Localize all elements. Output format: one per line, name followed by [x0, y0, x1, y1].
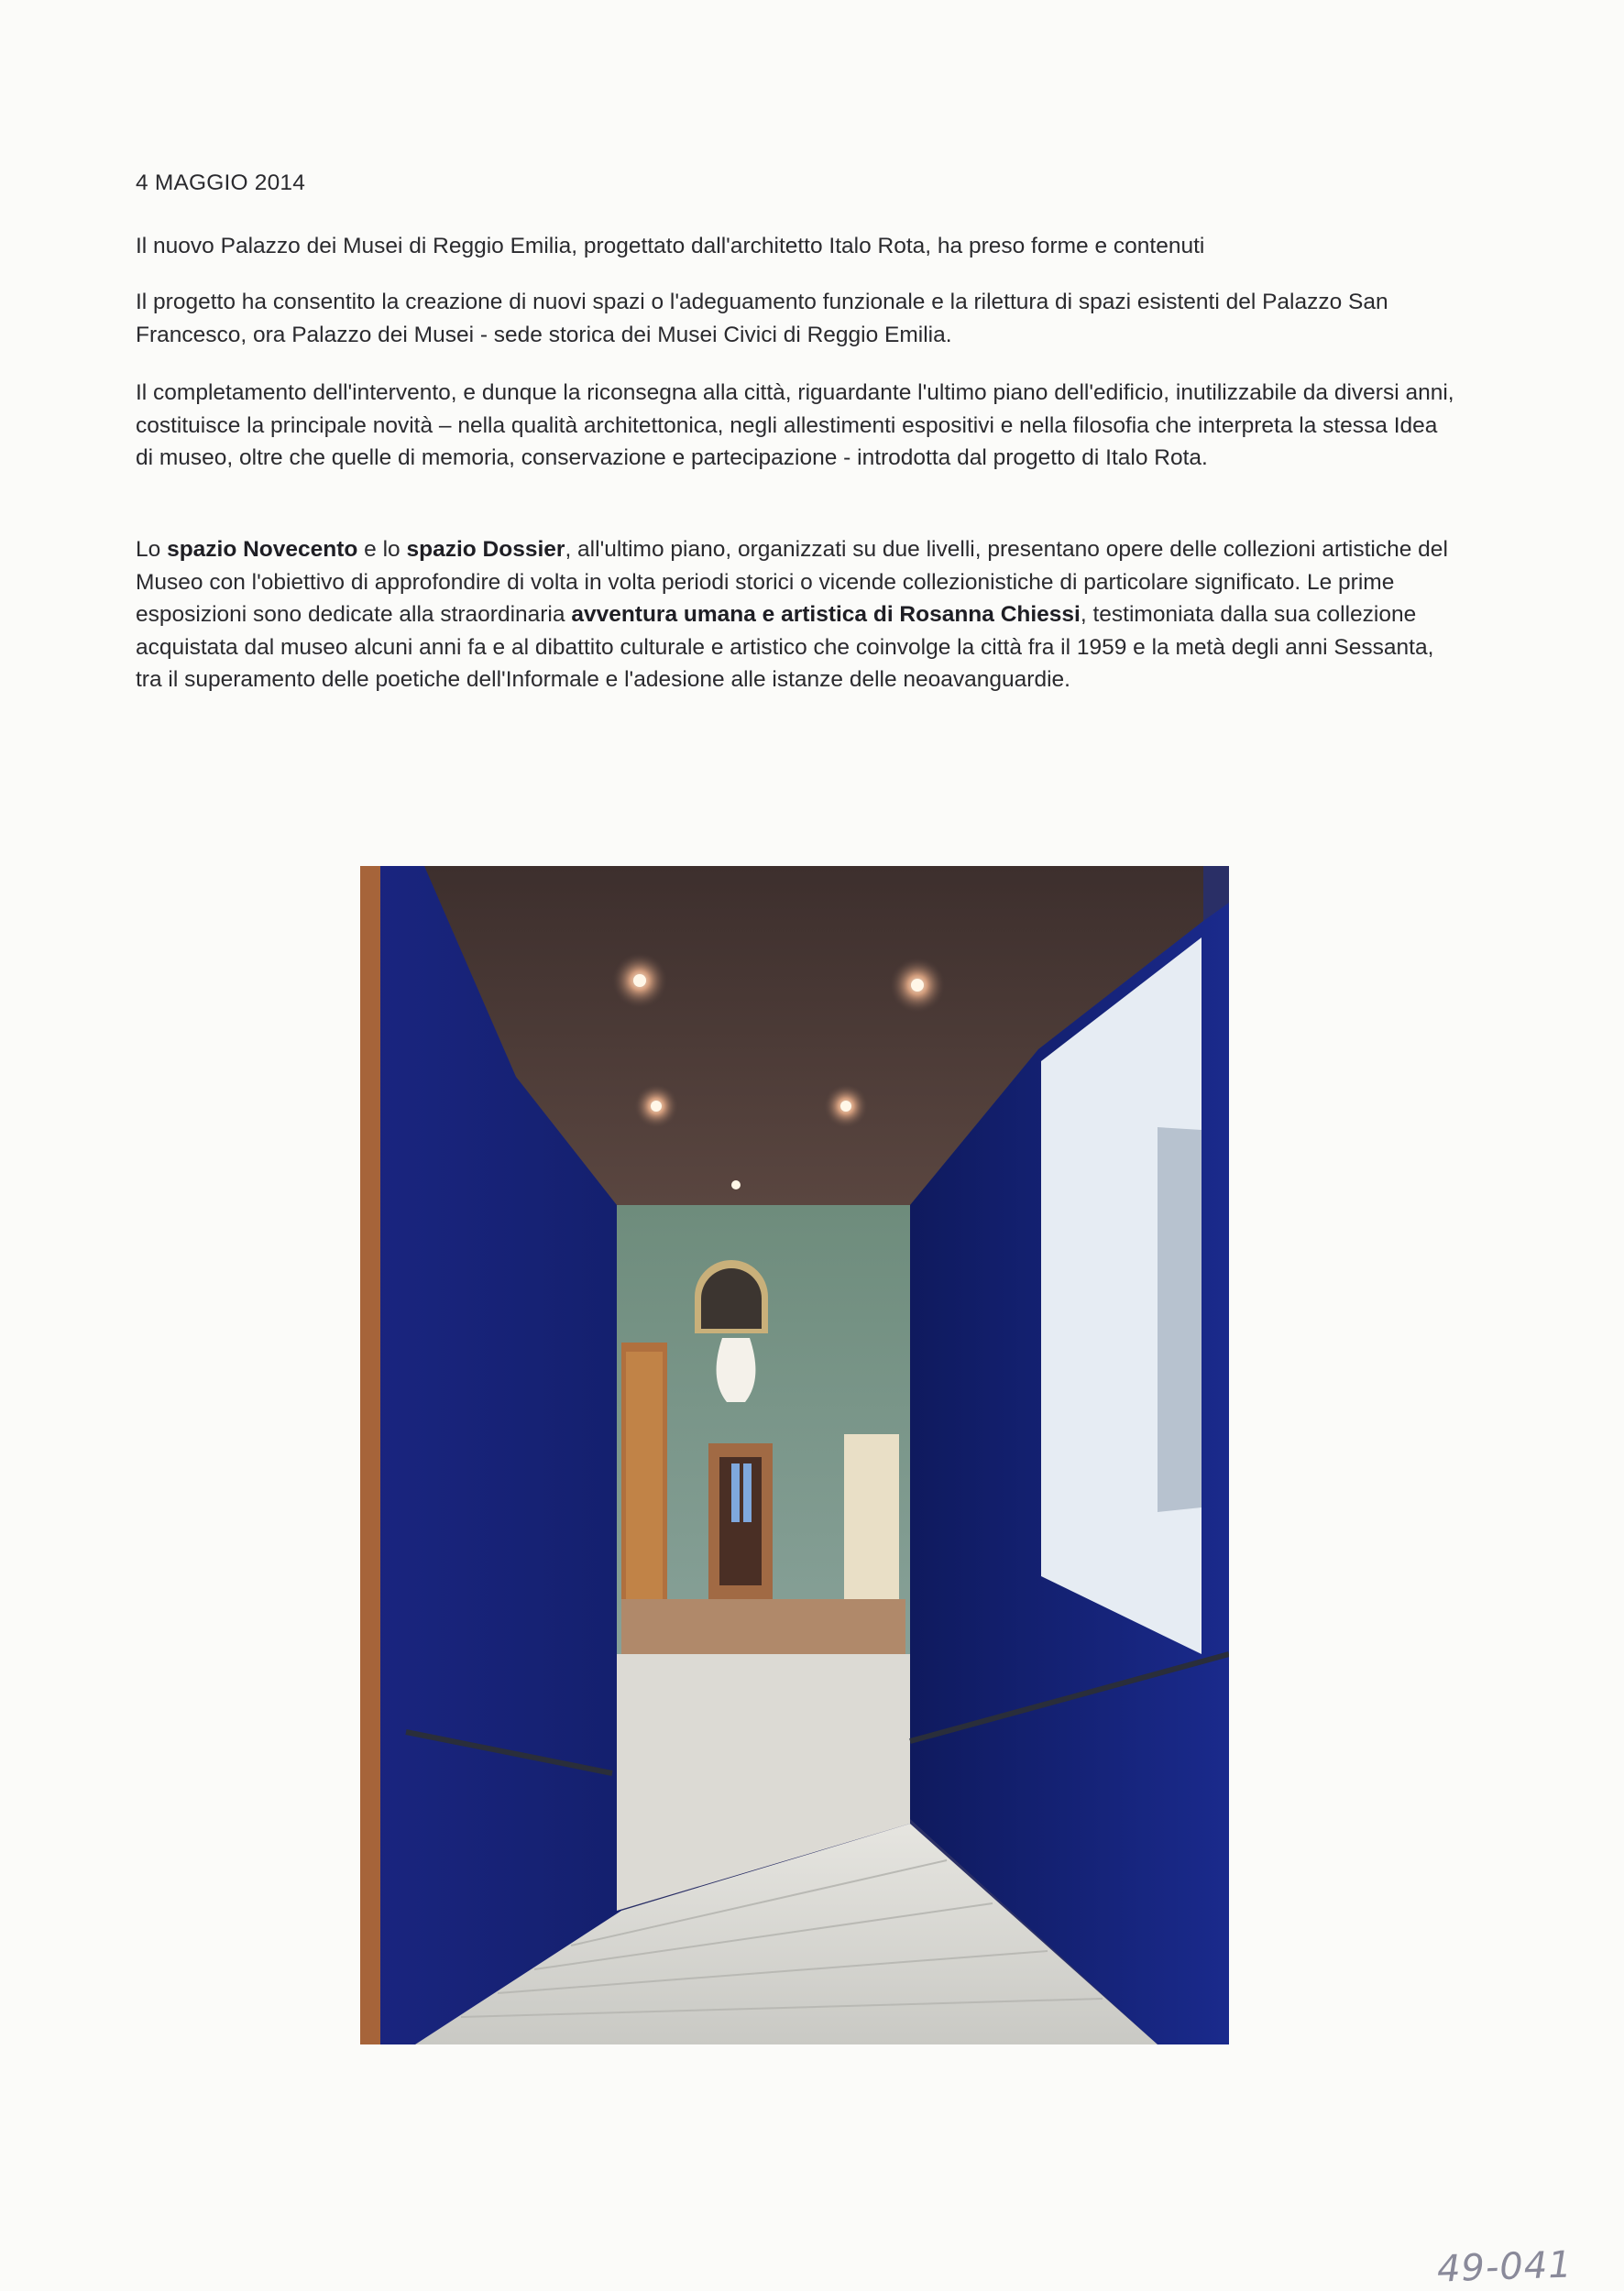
staircase-illustration: [360, 866, 1229, 2044]
archive-code-handwritten: 49-041: [1436, 2243, 1574, 2291]
text-run: , all'ultimo piano, organizzati su due livelli, presentano opere delle collezioni artistiche del Museo con l'obiettivo di approfondire di volta in volta periodi storici o vicende collezionistiche di particolare significato. Le prime esposizioni sono dedicate alla straordinaria: [136, 537, 1448, 627]
bold-spazio-dossier: spazio Dossier: [406, 537, 565, 562]
paragraph-spaces: [136, 533, 1455, 696]
bold-rosanna-chiessi: avventura umana e artistica di Rosanna Chiessi: [571, 602, 1081, 627]
paragraph-project: Il progetto ha consentito la creazione di nuovi spazi o l'adeguamento funzionale e la rilettura di spazi esistenti del Palazzo San Francesco, ora Palazzo dei Musei - sede storica dei Musei Civici di Reggio Emilia.: [136, 290, 1388, 347]
bold-spazio-novecento: spazio Novecento: [167, 537, 358, 562]
paragraph-intro: Il nuovo Palazzo dei Musei di Reggio Emilia, progettato dall'architetto Italo Rota, ha preso forme e contenuti: [136, 234, 1205, 258]
text-run: , testimoniata dalla sua collezione acquistata dal museo alcuni anni fa e al dibattito culturale e artistico che coinvolge la città fra il 1959 e la metà degli anni Sessanta, tra il superamento delle poetiche dell'Informale e l'adesione alle istanze delle neoavanguardie.: [136, 602, 1434, 692]
museum-staircase-photo: [360, 866, 1229, 2044]
document-date: 4 MAGGIO 2014: [136, 170, 306, 195]
text-run: Lo: [136, 537, 168, 562]
text-run: e lo: [357, 537, 407, 562]
paragraph-completion: Il completamento dell'intervento, e dunque la riconsegna alla città, riguardante l'ultimo piano dell'edificio, inutilizzabile da diversi anni, costituisce la principale novità – nella qualità architettonica, negli allestimenti espositivi e nella filosofia che interpreta la stessa Idea di museo, oltre che quelle di memoria, conservazione e partecipazione - introdotta dal progetto di Italo Rota.: [136, 380, 1454, 470]
